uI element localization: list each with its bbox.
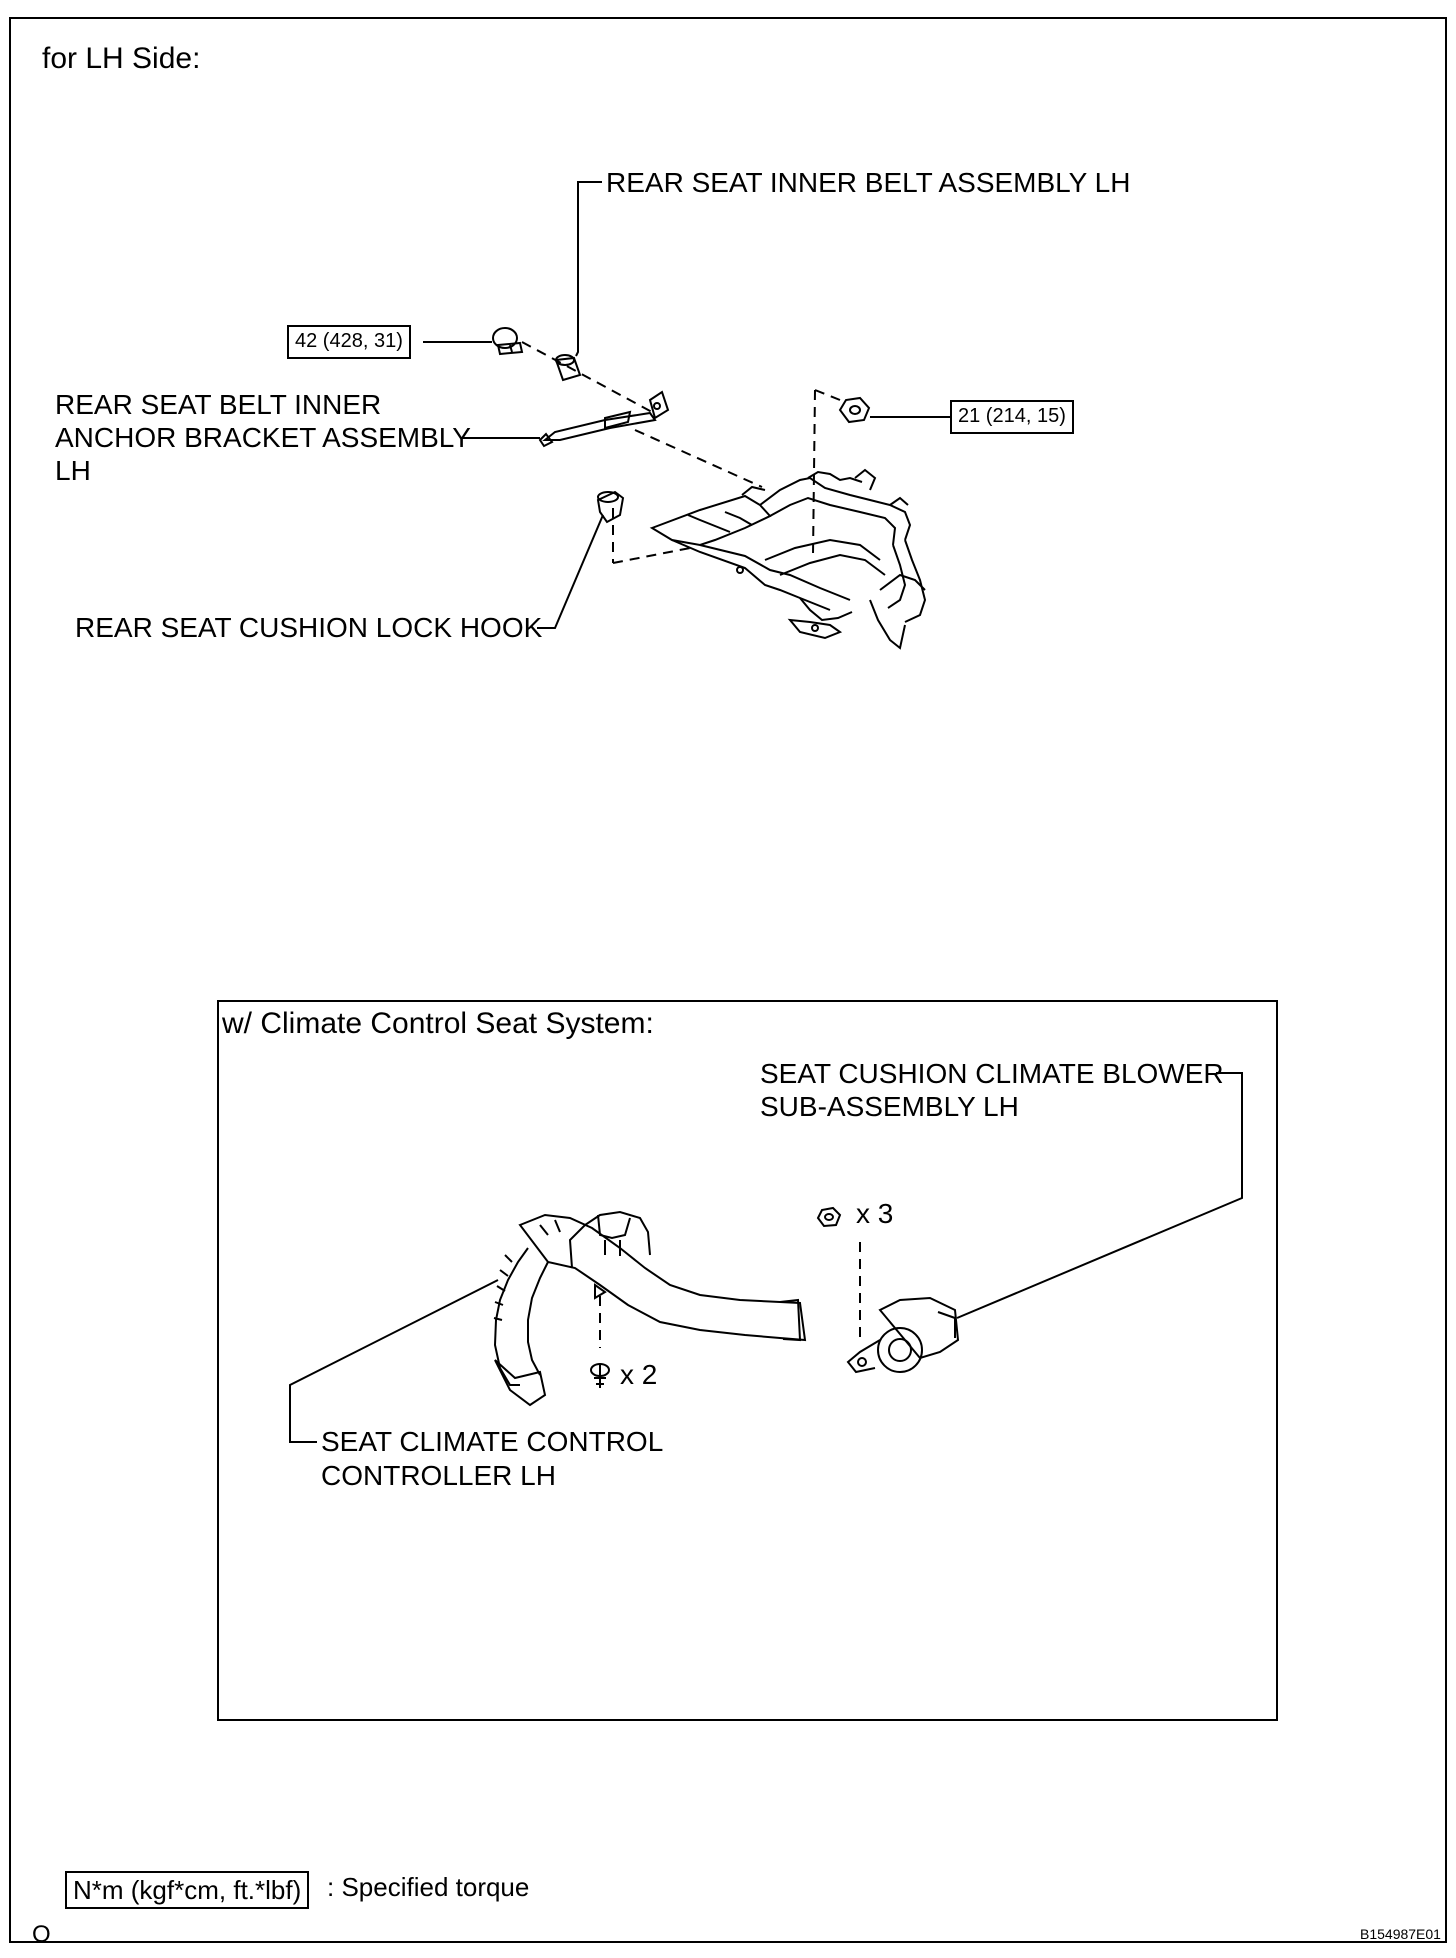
legend-unit-box: N*m (kgf*cm, ft.*lbf) (65, 1871, 309, 1909)
small-nut-icon (818, 1208, 840, 1226)
seat-frame-icon (652, 470, 925, 648)
label-lock-hook: REAR SEAT CUSHION LOCK HOOK (75, 612, 543, 643)
climate-title: w/ Climate Control Seat System: (222, 1007, 654, 1040)
leader-lock-hook (537, 515, 603, 628)
label-anchor-bracket-line2: ANCHOR BRACKET ASSEMBLY (55, 422, 471, 453)
dashed-install-lines (522, 342, 860, 1348)
qty-screw: x 2 (620, 1359, 658, 1390)
bolt-icon (493, 328, 522, 354)
footer-left-mark: O (32, 1921, 51, 1948)
legend-description: : Specified torque (327, 1872, 530, 1902)
label-anchor-bracket-line1: REAR SEAT BELT INNER (55, 389, 382, 420)
label-blower-line2: SUB-ASSEMBLY LH (760, 1091, 1019, 1122)
screw-icon (591, 1364, 609, 1388)
footer-figure-code: B154987E01 (1360, 1926, 1441, 1942)
torque-box-nut: 21 (214, 15) (950, 400, 1074, 434)
section-title: for LH Side: (42, 42, 201, 75)
anchor-bracket-icon (540, 392, 668, 446)
leader-controller (290, 1280, 498, 1442)
duct-icon (494, 1212, 805, 1405)
label-controller-line1: SEAT CLIMATE CONTROL (321, 1426, 664, 1457)
blower-icon (848, 1298, 958, 1372)
leader-blower (957, 1073, 1242, 1318)
label-anchor-bracket-line3: LH (55, 455, 91, 486)
label-inner-belt: REAR SEAT INNER BELT ASSEMBLY LH (606, 167, 1131, 198)
nut-icon (840, 398, 869, 422)
label-controller-line2: CONTROLLER LH (321, 1460, 556, 1491)
label-blower-line1: SEAT CUSHION CLIMATE BLOWER (760, 1058, 1224, 1089)
torque-box-bolt: 42 (428, 31) (287, 325, 411, 359)
leader-inner-belt (576, 182, 602, 356)
qty-nut: x 3 (856, 1198, 894, 1229)
